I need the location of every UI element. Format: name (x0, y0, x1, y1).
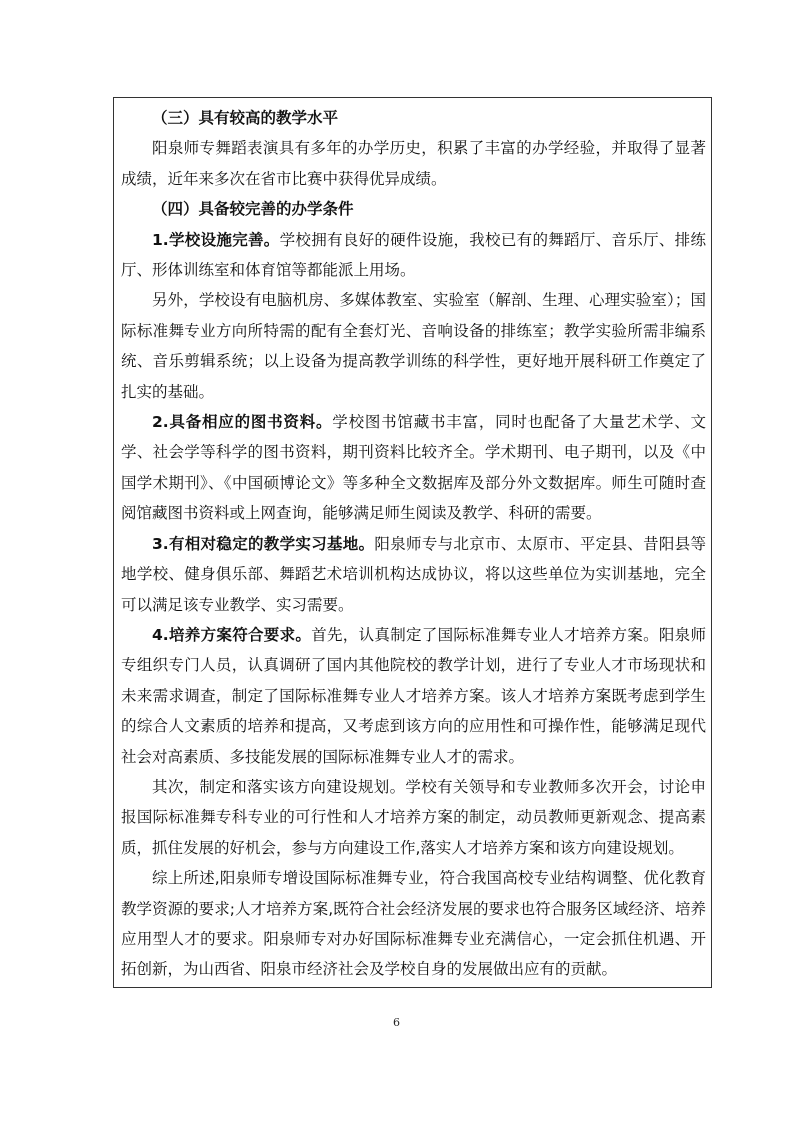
paragraph-lead: 3.有相对稳定的教学实习基地。 (152, 534, 375, 553)
paragraph-text: 学校拥有良好的硬件设施，我校已有的舞蹈厅、音乐厅、排练厅、形体训练室和体育馆等都能派上用场。 (121, 230, 706, 280)
page-number: 6 (393, 1016, 400, 1029)
paragraph-facilities (121, 225, 706, 286)
document-body (121, 103, 706, 985)
paragraph-lead: 1.学校设施完善。 (152, 230, 280, 249)
paragraph-training-plan (121, 620, 706, 772)
paragraph-internship-base (121, 529, 706, 620)
paragraph-text: 综上所述,阳泉师专增设国际标准舞专业，符合我国高校专业结构调整、优化教育教学资源的要求;人才培养方案,既符合社会经济发展的要求也符合服务区域经济、培养应用型人才的要求。阳泉师专对办好国际标准舞专业充满信心，一定会抓住机遇、开拓创新，为山西省、阳泉市经济社会及学校自身的发展做出应有的贡献。 (121, 869, 706, 979)
paragraph-teaching-level: 阳泉师专舞蹈表演具有多年的办学历史，积累了丰富的办学经验，并取得了显著成绩，近年来多次在省市比赛中获得优异成绩。 (121, 139, 706, 188)
section-heading-3: （三）具有较高的教学水平 (152, 109, 339, 127)
paragraph-text: 另外，学校设有电脑机房、多媒体教室、实验室（解剖、生理、心理实验室）；国际标准舞专业方向所特需的配有全套灯光、音响设备的排练室；教学实验所需非编系统、音乐剪辑系统；以上设备为提高教学训练的科学性，更好地开展科研工作奠定了扎实的基础。 (121, 291, 706, 401)
paragraph-text: 其次，制定和落实该方向建设规划。学校有关领导和专业教师多次开会，讨论申报国际标准舞专科专业的可行性和人才培养方案的制定，动员教师更新观念、提高素质，抓住发展的好机会，参与方向建设工作,落实人才培养方案和该方向建设规划。 (121, 777, 706, 857)
paragraph-library (121, 407, 706, 529)
paragraph-facilities-more (121, 285, 706, 407)
paragraph-conclusion (121, 863, 706, 985)
paragraph-lead: 2.具备相应的图书资料。 (152, 413, 333, 432)
paragraph-construction-plan (121, 772, 706, 863)
paragraph-text: 阳泉师专与北京市、太原市、平定县、昔阳县等地学校、健身俱乐部、舞蹈艺术培训机构达成协议，将以这些单位为实训基地，完全可以满足该专业教学、实习需要。 (121, 534, 706, 614)
paragraph-text: 首先，认真制定了国际标准舞专业人才培养方案。阳泉师专组织专门人员，认真调研了国内其他院校的教学计划，进行了专业人才市场现状和未来需求调查，制定了国际标准舞专业人才培养方案。该人才培养方案既考虑到学生的综合人文素质的培养和提高，又考虑到该方向的应用性和可操作性，能够满足现代社会对高素质、多技能发展的国际标准舞专业人才的需求。 (121, 625, 706, 766)
paragraph-lead: 4.培养方案符合要求。 (152, 625, 312, 644)
section-heading-4: （四）具备较完善的办学条件 (152, 200, 354, 219)
paragraph-text: 学校图书馆藏书丰富，同时也配备了大量艺术学、文学、社会学等科学的图书资料，期刊资料比较齐全。学术期刊、电子期刊，以及《中国学术期刊》、《中国硕博论文》等多种全文数据库及部分外文数据库。师生可随时查阅馆藏图书资料或上网查询，能够满足师生阅读及教学、科研的需要。 (121, 413, 706, 523)
